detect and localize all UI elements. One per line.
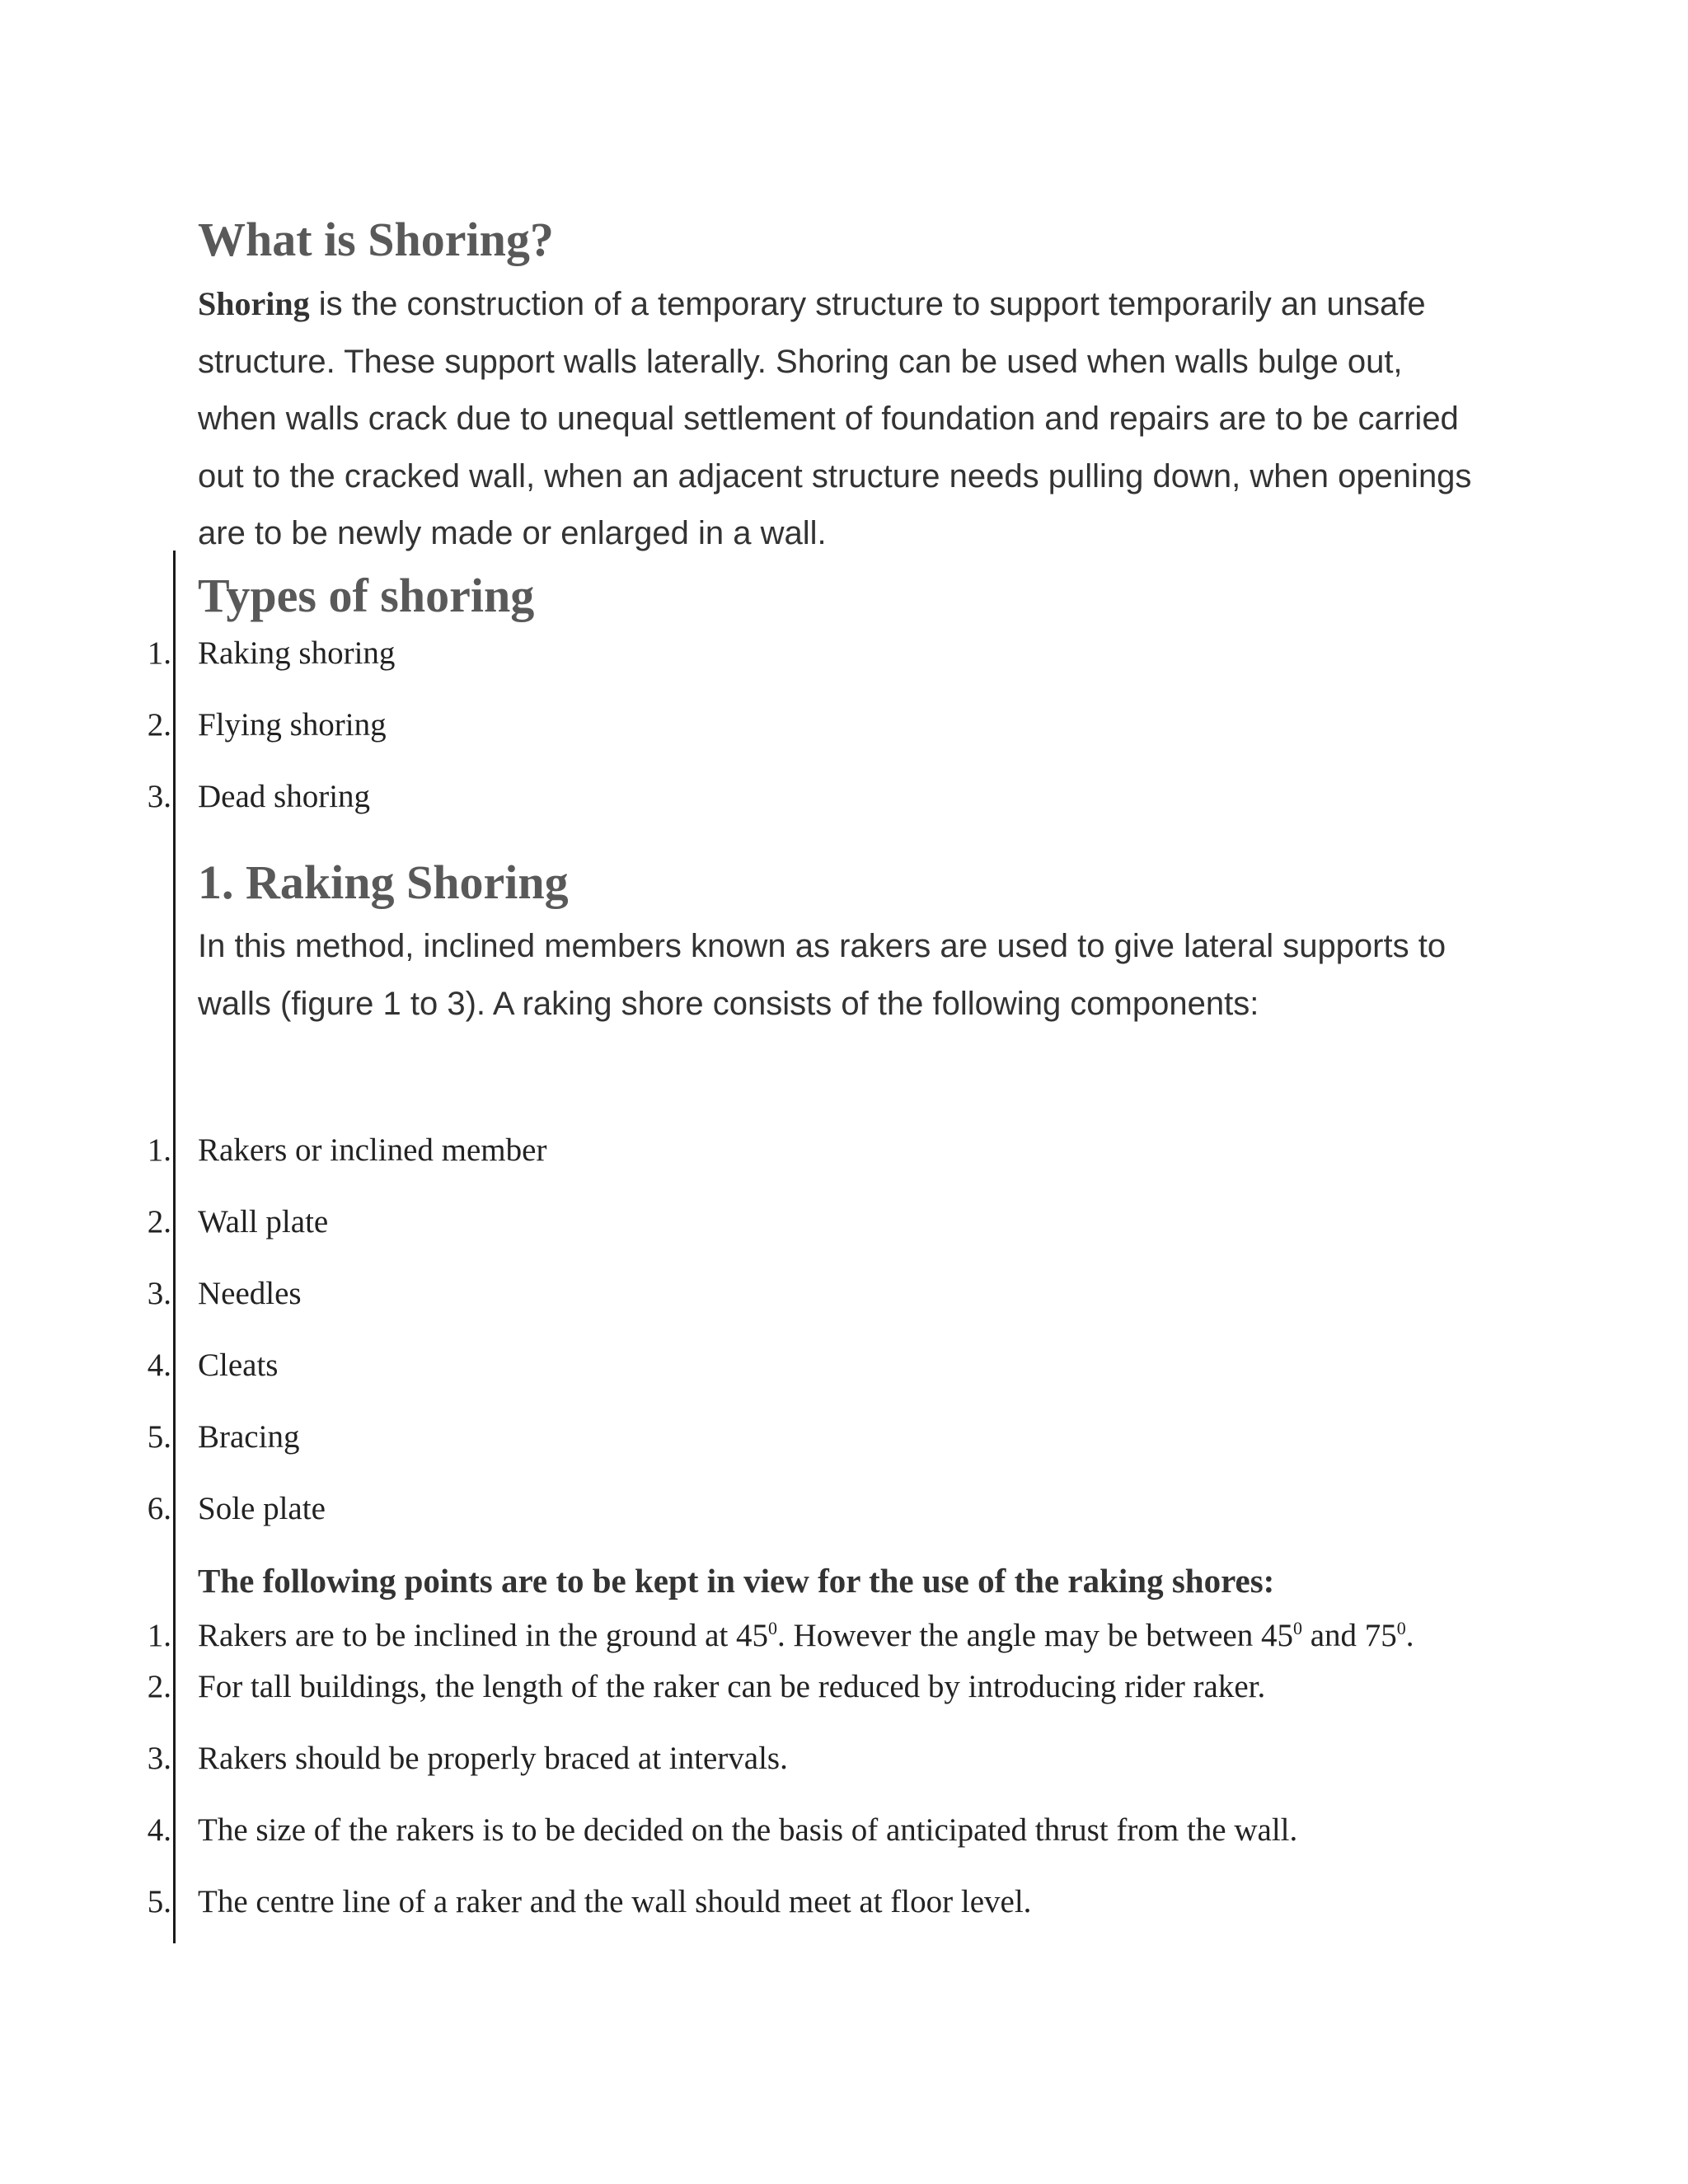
shoring-definition-paragraph bbox=[198, 275, 1484, 563]
heading-raking-shoring: 1. Raking Shoring bbox=[198, 855, 569, 909]
list-number: 5. bbox=[147, 1419, 171, 1455]
list-item bbox=[0, 1202, 1566, 1243]
list-text: The size of the rakers is to be decided on the basis of anticipated thrust from the wall. bbox=[198, 1812, 1298, 1848]
list-text: Wall plate bbox=[198, 1204, 329, 1240]
list-text: Rakers are to be inclined in the ground at $45^0$. However the angle may be between $45^0$ and $75^0$. bbox=[198, 1618, 1414, 1653]
list-number: 4. bbox=[147, 1812, 171, 1848]
list-item bbox=[0, 1738, 1566, 1779]
left-margin-rule bbox=[173, 551, 176, 1943]
list-text: Cleats bbox=[198, 1347, 279, 1383]
list-text: Needles bbox=[198, 1276, 302, 1311]
list-number: 1. bbox=[147, 1618, 171, 1653]
list-text: Flying shoring bbox=[198, 707, 387, 743]
list-text: Rakers or inclined member bbox=[198, 1132, 547, 1168]
heading-what-is-shoring: What is Shoring? bbox=[198, 213, 554, 266]
raking-shores-points-subheading: The following points are to be kept in view for the use of the raking shores: bbox=[198, 1562, 1275, 1600]
list-item bbox=[0, 705, 1566, 746]
list-text: Raking shoring bbox=[198, 635, 396, 671]
list-number: 6. bbox=[147, 1491, 171, 1526]
list-number: 5. bbox=[147, 1884, 171, 1919]
list-text: Sole plate bbox=[198, 1491, 326, 1526]
list-number: 4. bbox=[147, 1347, 171, 1383]
list-number: 1. bbox=[147, 635, 171, 671]
list-number: 3. bbox=[147, 1276, 171, 1311]
list-number: 3. bbox=[147, 1741, 171, 1776]
list-number: 2. bbox=[147, 707, 171, 743]
list-number: 2. bbox=[147, 1204, 171, 1240]
list-item bbox=[0, 1417, 1566, 1458]
heading-types-of-shoring: Types of shoring bbox=[198, 569, 535, 622]
list-text: The centre line of a raker and the wall should meet at floor level. bbox=[198, 1884, 1032, 1919]
list-number: 3. bbox=[147, 779, 171, 814]
list-item bbox=[0, 1488, 1566, 1530]
list-text: For tall buildings, the length of the raker can be reduced by introducing rider raker. bbox=[198, 1669, 1266, 1704]
list-text: Bracing bbox=[198, 1419, 300, 1455]
list-number: 2. bbox=[147, 1669, 171, 1704]
list-item bbox=[0, 1130, 1566, 1171]
list-item bbox=[0, 1810, 1566, 1851]
list-number: 1. bbox=[147, 1132, 171, 1168]
list-text: Rakers should be properly braced at intervals. bbox=[198, 1741, 788, 1776]
shoring-definition-text: is the construction of a temporary structure to support temporarily an unsafe structure. These support walls laterally. Shoring can be used when walls bulge out, when walls crack due to unequal settlement of foundation and repairs are to be carried out to the cracked wall, when an adjacent structure needs pulling down, when openings are to be newly made or enlarged in a wall. bbox=[198, 286, 1472, 551]
raking-shoring-paragraph: In this method, inclined members known as rakers are used to give lateral supports to walls (figure 1 to 3). A raking shore consists of the following components: bbox=[198, 928, 1447, 1022]
list-item bbox=[0, 633, 1566, 674]
list-item bbox=[0, 1273, 1566, 1315]
shoring-term: Shoring bbox=[198, 285, 310, 322]
list-item bbox=[0, 1615, 1566, 1657]
list-item bbox=[0, 776, 1566, 818]
list-text: Dead shoring bbox=[198, 779, 371, 814]
list-item bbox=[0, 1345, 1566, 1386]
list-item bbox=[0, 1882, 1566, 1923]
list-item bbox=[0, 1666, 1566, 1708]
